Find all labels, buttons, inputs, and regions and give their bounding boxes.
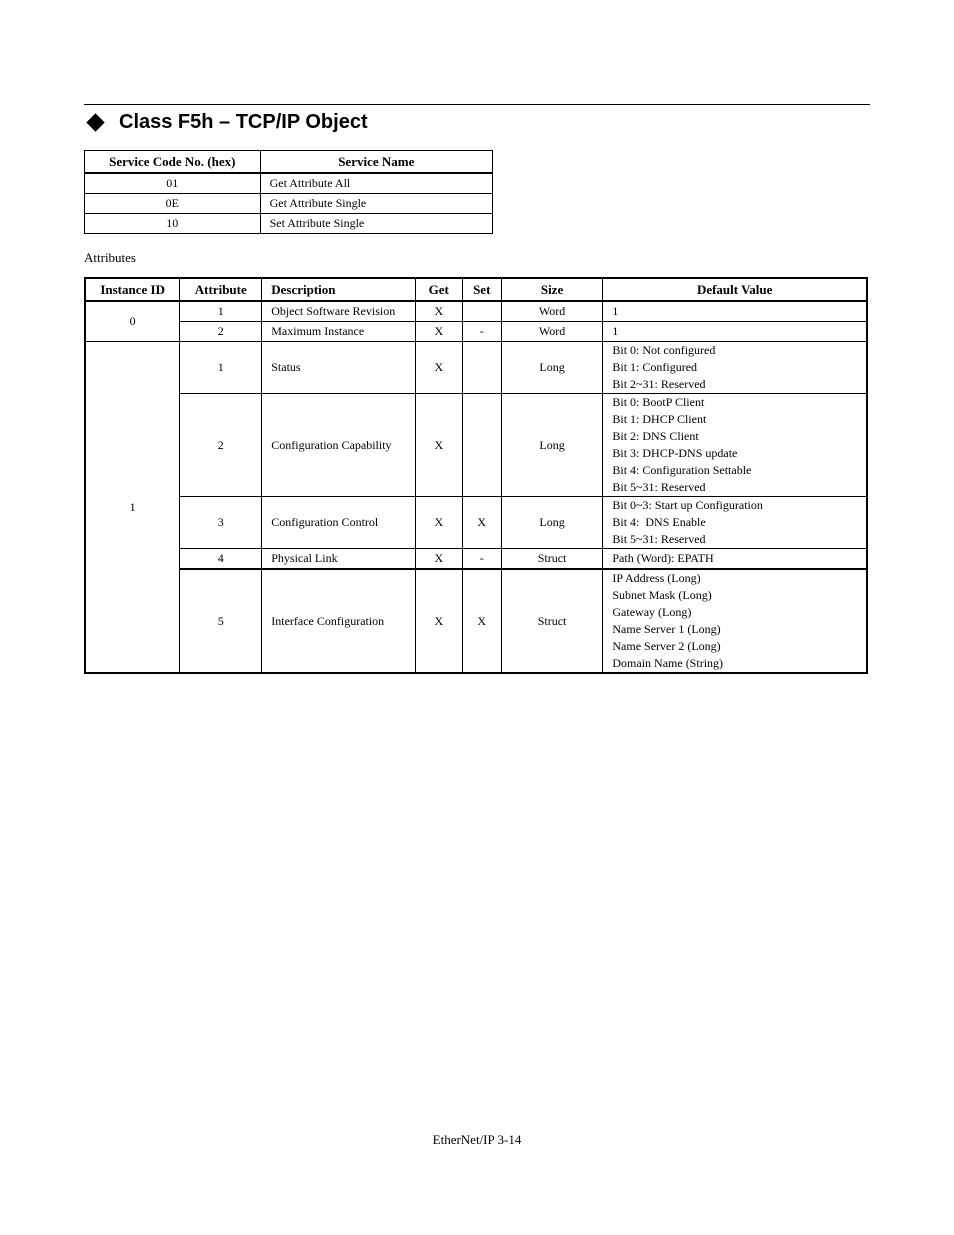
instance-id-cell: 0 [85,301,180,342]
table-row [85,173,493,194]
default-line: Bit 4: DNS Enable [612,515,706,529]
attribute-cell: 4 [180,549,262,570]
service-table [84,150,493,234]
get-cell: X [415,569,462,673]
default-line: Subnet Mask (Long) [612,588,712,602]
table-row [85,342,867,394]
default-line: IP Address (Long) [612,571,701,585]
get-cell: X [415,549,462,570]
size-cell: Word [501,301,603,322]
attribute-cell: 2 [180,394,262,497]
default-line: Name Server 1 (Long) [612,622,721,636]
service-code-cell: 0E [85,194,261,214]
size-cell: Long [501,497,603,549]
size-cell: Word [501,322,603,342]
header-get: Get [415,278,462,301]
header-instance-id: Instance ID [85,278,180,301]
service-code-cell: 10 [85,214,261,234]
default-value-cell [603,342,867,394]
get-cell: X [415,497,462,549]
header-size: Size [501,278,603,301]
description-cell: Maximum Instance [262,322,416,342]
set-cell: X [462,497,501,549]
set-cell: - [462,549,501,570]
default-value-cell [603,569,867,673]
attribute-table-header [85,278,867,301]
default-value-cell [603,549,867,570]
table-row [85,194,493,214]
get-cell: X [415,322,462,342]
table-row [85,322,867,342]
default-line: Bit 2: DNS Client [612,429,699,443]
attribute-table [84,277,868,674]
header-description: Description [262,278,416,301]
header-service-code: Service Code No. (hex) [85,151,261,174]
size-cell: Struct [501,549,603,570]
default-value-cell [603,301,867,322]
description-cell: Object Software Revision [262,301,416,322]
service-code-cell: 01 [85,173,261,194]
service-table-header [85,151,493,174]
instance-id-cell: 1 [85,342,180,674]
description-cell: Configuration Capability [262,394,416,497]
default-line: Bit 4: Configuration Settable [612,463,752,477]
default-line: Bit 0: BootP Client [612,395,705,409]
size-cell: Long [501,394,603,497]
diamond-bullet-icon [86,113,104,131]
size-cell: Struct [501,569,603,673]
get-cell: X [415,342,462,394]
default-line: Bit 2~31: Reserved [612,377,706,391]
attribute-cell: 5 [180,569,262,673]
get-cell: X [415,394,462,497]
section-title: Class F5h – TCP/IP Object [119,110,368,133]
set-cell: - [462,322,501,342]
header-attribute: Attribute [180,278,262,301]
service-name-cell: Get Attribute All [260,173,492,194]
attribute-cell: 1 [180,301,262,322]
service-name-cell: Get Attribute Single [260,194,492,214]
default-line: Bit 0~3: Start up Configuration [612,498,763,512]
table-row [85,301,867,322]
header-rule [84,104,870,105]
description-cell: Physical Link [262,549,416,570]
description-cell: Configuration Control [262,497,416,549]
table-row [85,549,867,570]
set-cell: X [462,569,501,673]
default-line: Gateway (Long) [612,605,692,619]
default-value-cell [603,322,867,342]
table-row [85,394,867,497]
table-row [85,214,493,234]
default-line: Bit 0: Not configured [612,343,716,357]
attribute-cell: 1 [180,342,262,394]
table-row [85,497,867,549]
default-line: Path (Word): EPATH [612,551,714,565]
default-line: Bit 5~31: Reserved [612,532,706,546]
attribute-cell: 3 [180,497,262,549]
page-footer: EtherNet/IP 3-14 [432,1132,522,1147]
description-cell: Interface Configuration [262,569,416,673]
get-cell: X [415,301,462,322]
default-line: Bit 5~31: Reserved [612,480,706,494]
set-cell [462,342,501,394]
default-line: Name Server 2 (Long) [612,639,721,653]
default-line: Domain Name (String) [612,656,724,670]
default-line: 1 [612,304,619,318]
table-row [85,569,867,673]
default-value-cell [603,497,867,549]
description-cell: Status [262,342,416,394]
default-line: Bit 1: DHCP Client [612,412,707,426]
set-cell [462,301,501,322]
section-heading [84,108,368,136]
header-set: Set [462,278,501,301]
default-line: Bit 3: DHCP-DNS update [612,446,738,460]
service-name-cell: Set Attribute Single [260,214,492,234]
default-line: Bit 1: Configured [612,360,698,374]
attribute-cell: 2 [180,322,262,342]
size-cell: Long [501,342,603,394]
set-cell [462,394,501,497]
default-value-cell [603,394,867,497]
header-service-name: Service Name [260,151,492,174]
header-default-value: Default Value [603,278,867,301]
default-line: 1 [612,324,619,338]
attributes-label: Attributes [84,250,136,265]
